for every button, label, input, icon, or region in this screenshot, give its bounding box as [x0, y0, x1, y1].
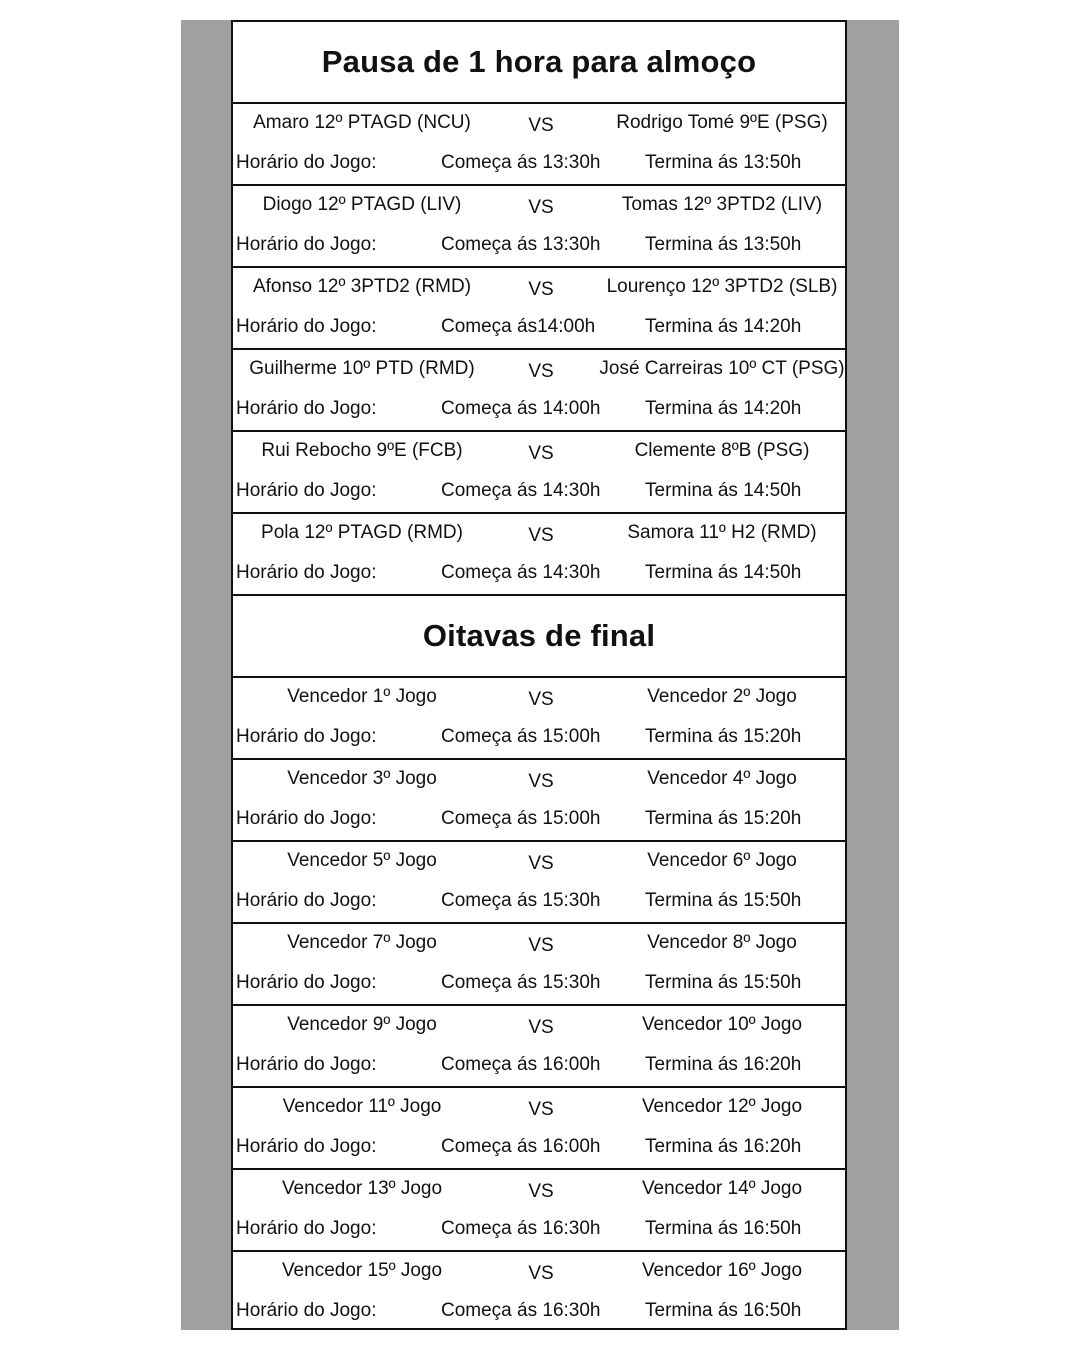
schedule-label: Horário do Jogo: [236, 234, 377, 255]
end-time: Termina ás 15:50h [645, 972, 802, 993]
player-one: Vencedor 13º Jogo [281, 1178, 443, 1199]
end-time: Termina ás 13:50h [645, 152, 802, 173]
match-row [233, 514, 845, 596]
end-time: Termina ás 16:50h [645, 1218, 802, 1239]
vs-label: VS [528, 1099, 554, 1120]
end-time: Termina ás 14:20h [645, 316, 802, 337]
match-row [233, 1252, 845, 1334]
vs-label: VS [528, 525, 554, 546]
end-time: Termina ás 16:20h [645, 1136, 802, 1157]
schedule-label: Horário do Jogo: [236, 890, 377, 911]
player-two: Vencedor 16º Jogo [641, 1260, 803, 1281]
vs-label: VS [528, 115, 554, 136]
player-one: Vencedor 9º Jogo [287, 1014, 437, 1035]
match-row [233, 678, 845, 760]
schedule-label: Horário do Jogo: [236, 1300, 377, 1321]
start-time: Começa ás 15:00h [441, 726, 601, 747]
player-two: Vencedor 6º Jogo [647, 850, 797, 871]
end-time: Termina ás 14:50h [645, 480, 802, 501]
player-two: José Carreiras 10º CT (PSG) [599, 358, 845, 379]
player-two: Vencedor 8º Jogo [647, 932, 797, 953]
player-two: Lourenço 12º 3PTD2 (SLB) [606, 276, 838, 297]
player-one: Amaro 12º PTAGD (NCU) [253, 112, 471, 133]
section-title-lunch-break: Pausa de 1 hora para almoço [233, 22, 845, 104]
start-time: Começa ás 13:30h [441, 234, 601, 255]
player-two: Vencedor 4º Jogo [647, 768, 797, 789]
player-two: Vencedor 14º Jogo [641, 1178, 803, 1199]
schedule-label: Horário do Jogo: [236, 1136, 377, 1157]
vs-label: VS [528, 197, 554, 218]
end-time: Termina ás 14:20h [645, 398, 802, 419]
start-time: Começa ás 14:30h [441, 480, 601, 501]
schedule-label: Horário do Jogo: [236, 808, 377, 829]
start-time: Começa ás 13:30h [441, 152, 601, 173]
vs-label: VS [528, 853, 554, 874]
vs-label: VS [528, 689, 554, 710]
player-one: Vencedor 11º Jogo [282, 1096, 442, 1117]
schedule-label: Horário do Jogo: [236, 316, 377, 337]
schedule-label: Horário do Jogo: [236, 1218, 377, 1239]
schedule-label: Horário do Jogo: [236, 1054, 377, 1075]
start-time: Começa ás 16:30h [441, 1218, 601, 1239]
player-two: Rodrigo Tomé 9ºE (PSG) [616, 112, 828, 133]
schedule-sheet [231, 20, 847, 1330]
player-one: Vencedor 3º Jogo [287, 768, 437, 789]
schedule-label: Horário do Jogo: [236, 480, 377, 501]
player-one: Guilherme 10º PTD (RMD) [249, 358, 475, 379]
player-one: Vencedor 5º Jogo [287, 850, 437, 871]
player-one: Vencedor 15º Jogo [281, 1260, 443, 1281]
start-time: Começa ás 14:30h [441, 562, 601, 583]
player-one: Afonso 12º 3PTD2 (RMD) [252, 276, 472, 297]
player-one: Vencedor 1º Jogo [287, 686, 437, 707]
start-time: Começa ás 14:00h [441, 398, 601, 419]
player-one: Pola 12º PTAGD (RMD) [261, 522, 463, 543]
match-row [233, 350, 845, 432]
match-row [233, 104, 845, 186]
start-time: Começa ás 15:00h [441, 808, 601, 829]
match-row [233, 1006, 845, 1088]
player-two: Clemente 8ºB (PSG) [634, 440, 810, 461]
schedule-label: Horário do Jogo: [236, 398, 377, 419]
end-time: Termina ás 15:20h [645, 808, 802, 829]
vs-label: VS [528, 935, 554, 956]
player-one: Vencedor 7º Jogo [287, 932, 437, 953]
start-time: Começa ás 15:30h [441, 890, 601, 911]
end-time: Termina ás 16:50h [645, 1300, 802, 1321]
player-two: Samora 11º H2 (RMD) [627, 522, 817, 543]
start-time: Começa ás14:00h [441, 316, 596, 337]
schedule-label: Horário do Jogo: [236, 972, 377, 993]
end-time: Termina ás 13:50h [645, 234, 802, 255]
schedule-label: Horário do Jogo: [236, 562, 377, 583]
match-row [233, 760, 845, 842]
match-row [233, 1088, 845, 1170]
end-time: Termina ás 14:50h [645, 562, 802, 583]
end-time: Termina ás 16:20h [645, 1054, 802, 1075]
player-two: Tomas 12º 3PTD2 (LIV) [621, 194, 823, 215]
match-row [233, 186, 845, 268]
end-time: Termina ás 15:20h [645, 726, 802, 747]
start-time: Começa ás 15:30h [441, 972, 601, 993]
player-two: Vencedor 10º Jogo [641, 1014, 803, 1035]
vs-label: VS [528, 279, 554, 300]
player-two: Vencedor 2º Jogo [647, 686, 797, 707]
vs-label: VS [528, 1017, 554, 1038]
start-time: Começa ás 16:30h [441, 1300, 601, 1321]
player-one: Rui Rebocho 9ºE (FCB) [261, 440, 463, 461]
player-two: Vencedor 12º Jogo [641, 1096, 803, 1117]
player-one: Diogo 12º PTAGD (LIV) [262, 194, 462, 215]
match-row [233, 924, 845, 1006]
match-row [233, 842, 845, 924]
vs-label: VS [528, 361, 554, 382]
schedule-label: Horário do Jogo: [236, 726, 377, 747]
section-title-round-of-16: Oitavas de final [233, 596, 845, 678]
vs-label: VS [528, 1181, 554, 1202]
start-time: Começa ás 16:00h [441, 1136, 601, 1157]
match-row [233, 1170, 845, 1252]
schedule-label: Horário do Jogo: [236, 152, 377, 173]
end-time: Termina ás 15:50h [645, 890, 802, 911]
vs-label: VS [528, 771, 554, 792]
start-time: Começa ás 16:00h [441, 1054, 601, 1075]
vs-label: VS [528, 1263, 554, 1284]
vs-label: VS [528, 443, 554, 464]
match-row [233, 432, 845, 514]
match-row [233, 268, 845, 350]
